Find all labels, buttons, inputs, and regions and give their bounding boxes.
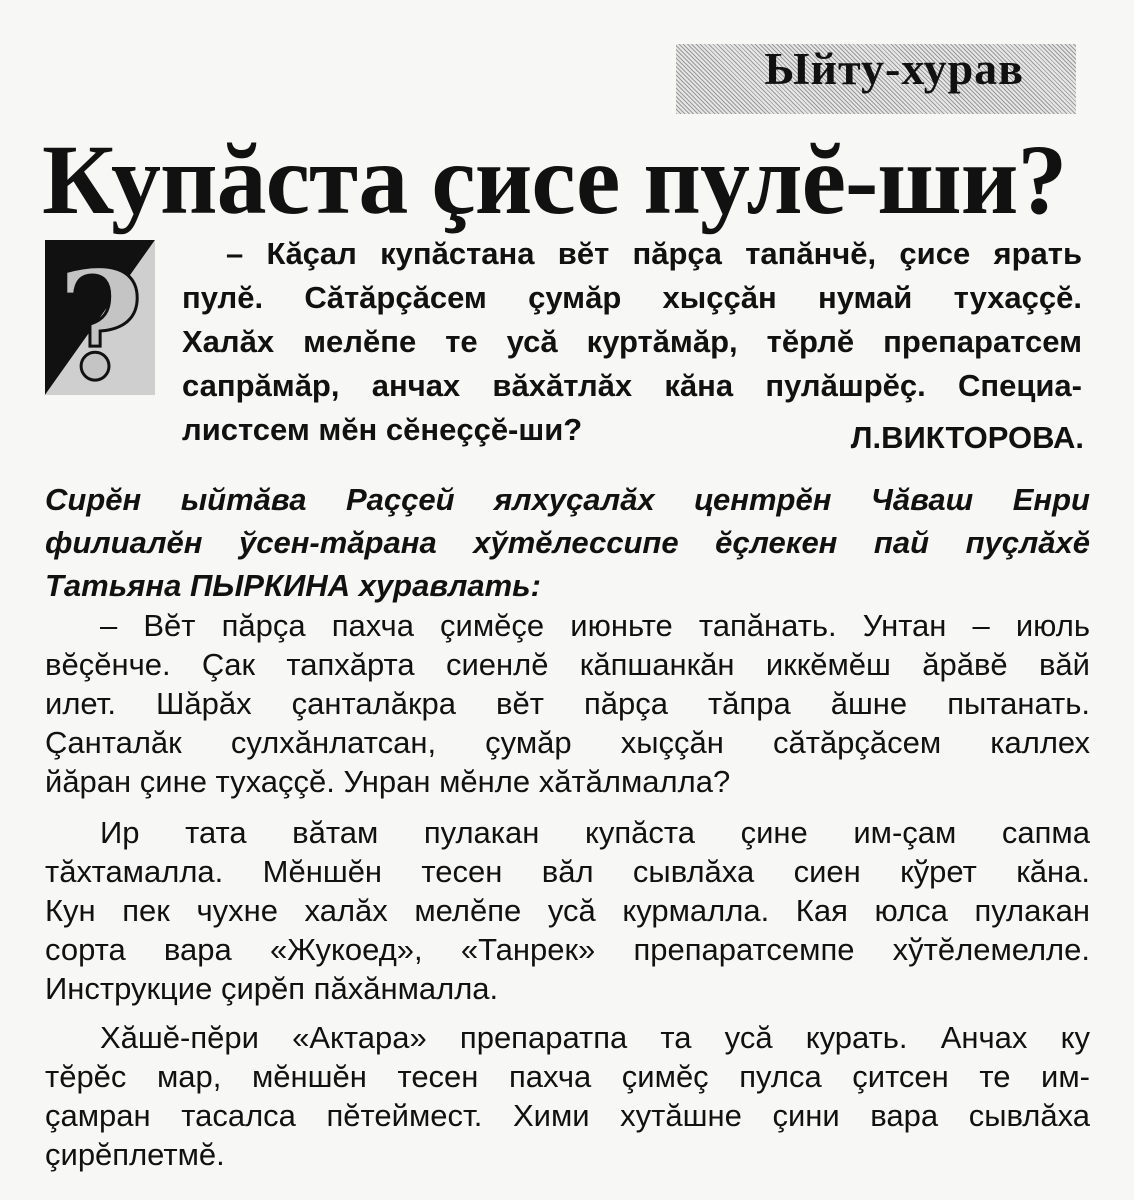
question-line: – Кăçал купăстана вĕт пăрçа тапăнчĕ, çисе ярать (226, 236, 1082, 271)
intro-line: Сирĕн ыйтăва Раççей ялхуçалăх центрĕн Чăваш Енри (45, 482, 1090, 517)
body-line: тĕрĕс мар, мĕншĕн тесен пахча çимĕç пулса çитсен те им- (45, 1059, 1090, 1094)
body-line: вĕçĕнче. Çак тапхăрта сиенлĕ кăпшанкăн иккĕмĕш ăрăвĕ вăй (45, 647, 1090, 682)
body-line: Ир тата вăтам пулакан купăста çине им-çам сапма (100, 815, 1090, 850)
body-line: Инструкцие çирĕп пăхăнмалла. (45, 971, 499, 1006)
question-mark-icon (45, 240, 155, 395)
question-line: листсем мĕн сĕнеççĕ-ши? (182, 412, 583, 447)
body-line: сорта вара «Жукоед», «Танрек» препаратсемпе хўтĕлемелле. (45, 932, 1090, 967)
intro-line: Татьяна ПЫРКИНА хуравлать: (45, 568, 541, 603)
body-line: – Вĕт пăрçа пахча çимĕçе июньте тапăнать. Унтан – июль (100, 608, 1090, 643)
body-line: илет. Шăрăх çанталăкра вĕт пăрçа тăпра ăшне пытанать. (45, 686, 1090, 721)
question-line: Халăх мелĕпе те усă куртăмăр, тĕрлĕ препаратсем (182, 324, 1082, 359)
section-label: Ыйту-хурав (764, 43, 1024, 94)
headline: Купăста çисе пулĕ-ши? (42, 124, 1067, 235)
question-author: Л.ВИКТОРОВА. (850, 420, 1084, 455)
body-line: Кун пек чухне халăх мелĕпе усă курмалла. Кая юлса пулакан (45, 893, 1090, 928)
body-line: Çанталăк сулхăнлатсан, çумăр хыççăн сăтăрçăсем каллех (45, 725, 1090, 760)
body-line: Хăшĕ-пĕри «Актара» препаратпа та усă курать. Анчах ку (100, 1020, 1090, 1055)
body-line: тăхтамалла. Мĕншĕн тесен вăл сывлăха сиен кўрет кăна. (45, 854, 1090, 889)
svg-text:?: ? (56, 240, 144, 395)
body-line: çамран тасалса пĕтеймест. Хими хутăшне çини вара сывлăха (45, 1098, 1090, 1133)
question-line: сапрăмăр, анчах вăхăтлăх кăна пулăшрĕç. Специа- (182, 368, 1082, 403)
body-line: çирĕплетмĕ. (45, 1137, 225, 1172)
question-line: пулĕ. Сăтăрçăсем çумăр хыççăн нумай тухаççĕ. (182, 280, 1082, 315)
intro-line: филиалĕн ўсен-тăрана хўтĕлессипе ĕçлекен пай пуçлăхĕ (45, 525, 1090, 560)
body-line: йăран çине тухаççĕ. Унран мĕнле хăтăлмалла? (45, 764, 731, 799)
